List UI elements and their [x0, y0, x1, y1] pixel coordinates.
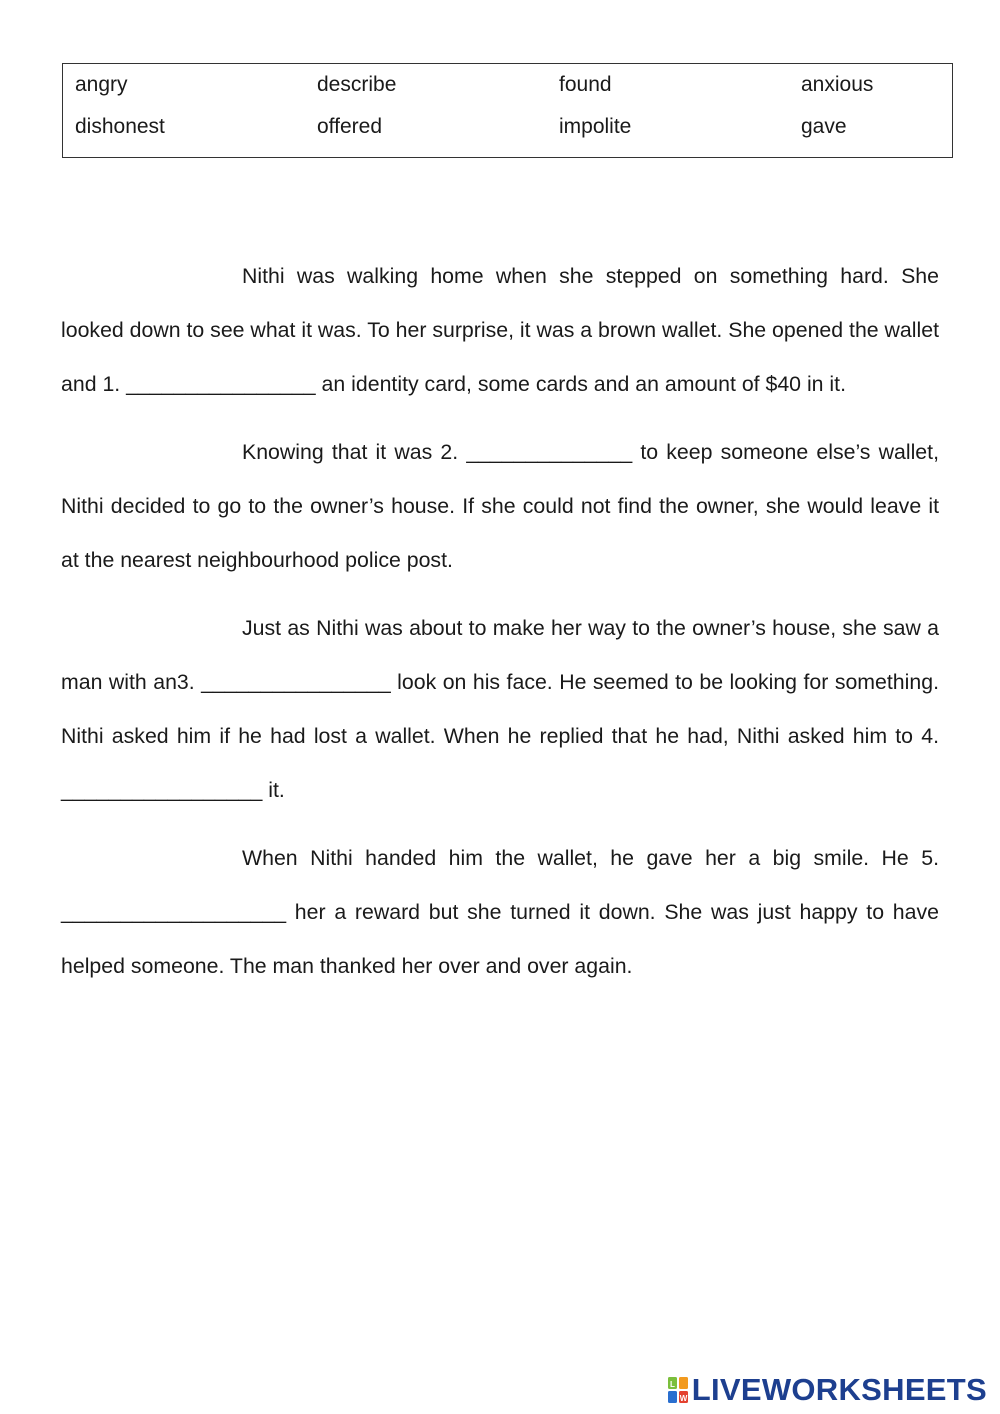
- word-bank-item: dishonest: [75, 115, 165, 138]
- logo-block-orange: [679, 1377, 688, 1389]
- passage-paragraph-3: Just as Nithi was about to make her way to the owner’s house, she saw a man with an3. ________________ look on his face. He seemed to be looking for something. Nithi asked him if he had lost a wallet. When he replied that he had, Nithi asked him to 4. _________________ it.: [61, 616, 939, 802]
- logo-letter-l: L: [669, 1380, 675, 1389]
- word-bank-item: found: [559, 73, 612, 96]
- passage-paragraph-1: Nithi was walking home when she stepped on something hard. She looked down to see what it was. To her surprise, it was a brown wallet. She opened the wallet and 1. ________________ an identity card, some cards and an amount of $40 in it.: [61, 264, 939, 396]
- word-bank: [62, 63, 953, 158]
- word-bank-item: offered: [317, 115, 382, 138]
- liveworksheets-logo-icon: [668, 1377, 688, 1403]
- passage-paragraph-4: When Nithi handed him the wallet, he gave her a big smile. He 5. ___________________ her a reward but she turned it down. She was just happy to have helped someone. The man thanked her over and over again.: [61, 846, 939, 978]
- passage-paragraph-2: Knowing that it was 2. ______________ to keep someone else’s wallet, Nithi decided to go to the owner’s house. If she could not find the owner, she would leave it at the nearest neighbourhood police post.: [61, 440, 939, 572]
- logo-letter-w: W: [679, 1394, 687, 1403]
- brand-name: LIVEWORKSHEETS: [691, 1372, 987, 1407]
- word-bank-item: impolite: [559, 115, 632, 138]
- word-bank-item: describe: [317, 73, 397, 96]
- logo-block-blue: [668, 1391, 677, 1403]
- word-bank-item: anxious: [801, 73, 874, 96]
- passage: [61, 249, 939, 1007]
- word-bank-item: angry: [75, 73, 128, 96]
- word-bank-item: gave: [801, 115, 847, 138]
- liveworksheets-brand: [668, 1372, 987, 1408]
